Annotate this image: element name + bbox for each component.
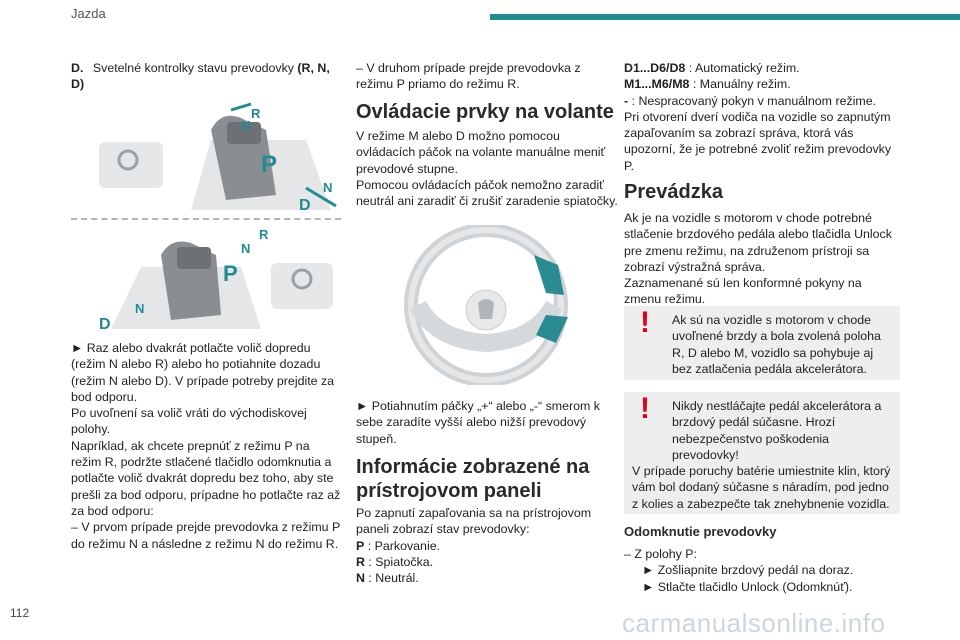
warning-text-2a: Nikdy nestláčajte pedál akcelerátora a brzdový pedál súčasne. Hrozí nebezpečenstvo poškodenia prevodovky! [672,399,882,462]
mode-r-line: R : Spiatočka. [356,554,434,569]
d-item-text: Svetelné kontrolky stavu prevodovky [92,61,294,75]
d-item [71,60,341,93]
unlock-step-2: ► Zošliapnite brzdový pedál na doraz. [642,563,854,578]
fig-label-p-bottom: P [223,261,238,286]
steering-icon-box [99,142,163,188]
col2-paragraph-4: ► Potiahnutím páčky „+“ alebo „-“ smerom k sebe zaradíte vyšší alebo nižší prevodový stupeň. [356,399,600,446]
col3-paragraph-1: Pri otvorení dverí vodiča na vozidle so zapnutým zapaľovaním sa zobrazí správa, ktorá vás upozorní, že je potrebné zvoliť režim prevodovky P. [624,109,892,173]
col2-paragraph-2: V režime M alebo D možno pomocou ovládacích páčok na volante manuálne meniť prevodové stupne. [356,129,606,176]
fig-label-p-top: P [261,151,278,178]
col1-paragraph-1: ► Raz alebo dvakrát potlačte volič dopredu (režim N alebo R) alebo ho potiahnite dozadu (režim N alebo D). V prípade potreby prejdite za bod odporu. [71,341,335,404]
col2-paragraph-5: Po zapnutí zapaľovania sa na prístrojovom paneli zobrazí stav prevodovky: [356,506,592,537]
mode-d-line: D1...D6/D8 : Automatický režim. [624,61,800,75]
unlock-step-1: – Z polohy P: [624,547,698,561]
warning-text-2b: V prípade poruchy batérie umiestnite klin, ktorý vám bol dodaný súčasne s náradím, pod jedno z kolies a zabezpečte tak znehybnenie vozidla. [632,464,891,511]
heading-instrument-panel: Informácie zobrazené na prístrojovom paneli [356,456,590,502]
warning-text-1: Ak sú na vozidle s motorom v chode uvoľnené brzdy a bola zvolená poloha R, D alebo M, vozidlo sa pohybuje aj bez zatlačenia pedála akcelerátora. [672,313,881,376]
warning-icon-2: ! [640,392,650,425]
mode-m-line: M1...M6/M8 : Manuálny režim. [624,77,791,92]
fig-label-d-bottom: D [99,316,111,333]
mode-n-line: N : Neutrál. [356,571,419,586]
mode-dash-line: - : Nespracovaný pokyn v manuálnom režime. [624,93,877,108]
col2-paragraph-1: – V druhom prípade prejde prevodovka z režimu P priamo do režimu R. [356,61,581,92]
col1-paragraph-3: Napríklad, ak chcete prepnúť z režimu P na režim R, podržte stlačené tlačidlo odomknutia a potlačte volič dvakrát dopredu bez toho, aby ste prešli za bod odporu, prípadne ho potlačte raz až za bod odporu: [71,438,341,518]
fig-label-n-bottom: N [241,241,251,256]
heading-operation: Prevádzka [624,181,723,203]
page-number: 112 [10,606,30,620]
forward-arrow-icon [231,104,251,110]
heading-steering-controls: Ovládacie prvky na volante [356,101,614,123]
watermark: carmanualsonline.info [622,608,886,638]
fig-label-r-bottom: R [259,227,269,242]
steering-wheel-figure [396,225,586,385]
fig-label-n2-bottom: N [135,301,145,316]
header-accent-bar [490,14,960,20]
col1-paragraph-2: Po uvoľnení sa volič vráti do východiskovej polohy. [71,406,307,437]
fig-label-r-top: R [251,106,261,121]
unlock-step-3: ► Stlačte tlačidlo Unlock (Odomknúť). [642,579,853,594]
gear-selector-figure-top [91,100,341,215]
fig-label-n-top: N [241,118,251,133]
fig-label-d-top: D [299,197,311,214]
col1-text [71,340,341,552]
mode-p-line: P : Parkovanie. [356,538,441,553]
col3-paragraph-2: Ak je na vozidle s motorom v chode potrebné stlačenie brzdového pedála alebo tlačidla Unlock pre zmenu režimu, na združenom prístroji sa zobrazí výstražná správa. [624,211,892,274]
warning-box-1 [624,306,900,380]
gear-selector-figure-bottom [91,225,341,335]
warning-icon: ! [640,306,650,339]
col2-paragraph-3: Pomocou ovládacích páčok nemožno zaradiť neutrál ani zaradiť či zrušiť zaradenie spiatočky. [356,177,618,209]
fig-label-n2-top: N [323,180,333,195]
col1-paragraph-4: – V prvom prípade prejde prevodovka z režimu P do režimu N a následne z režimu N do režimu R. [71,520,341,551]
warning-box-2 [624,392,900,514]
lion-icon [478,299,494,319]
d-item-letter: D. [71,61,84,75]
heading-unlock: Odomknutie prevodovky [624,524,777,539]
col3-paragraph-3: Zaznamenané sú len konformné pokyny na zmenu režimu. [624,276,862,307]
section-label: Jazda [71,6,106,21]
figure-divider [71,218,341,220]
d-item-bold: (R, N, D) [71,61,330,92]
